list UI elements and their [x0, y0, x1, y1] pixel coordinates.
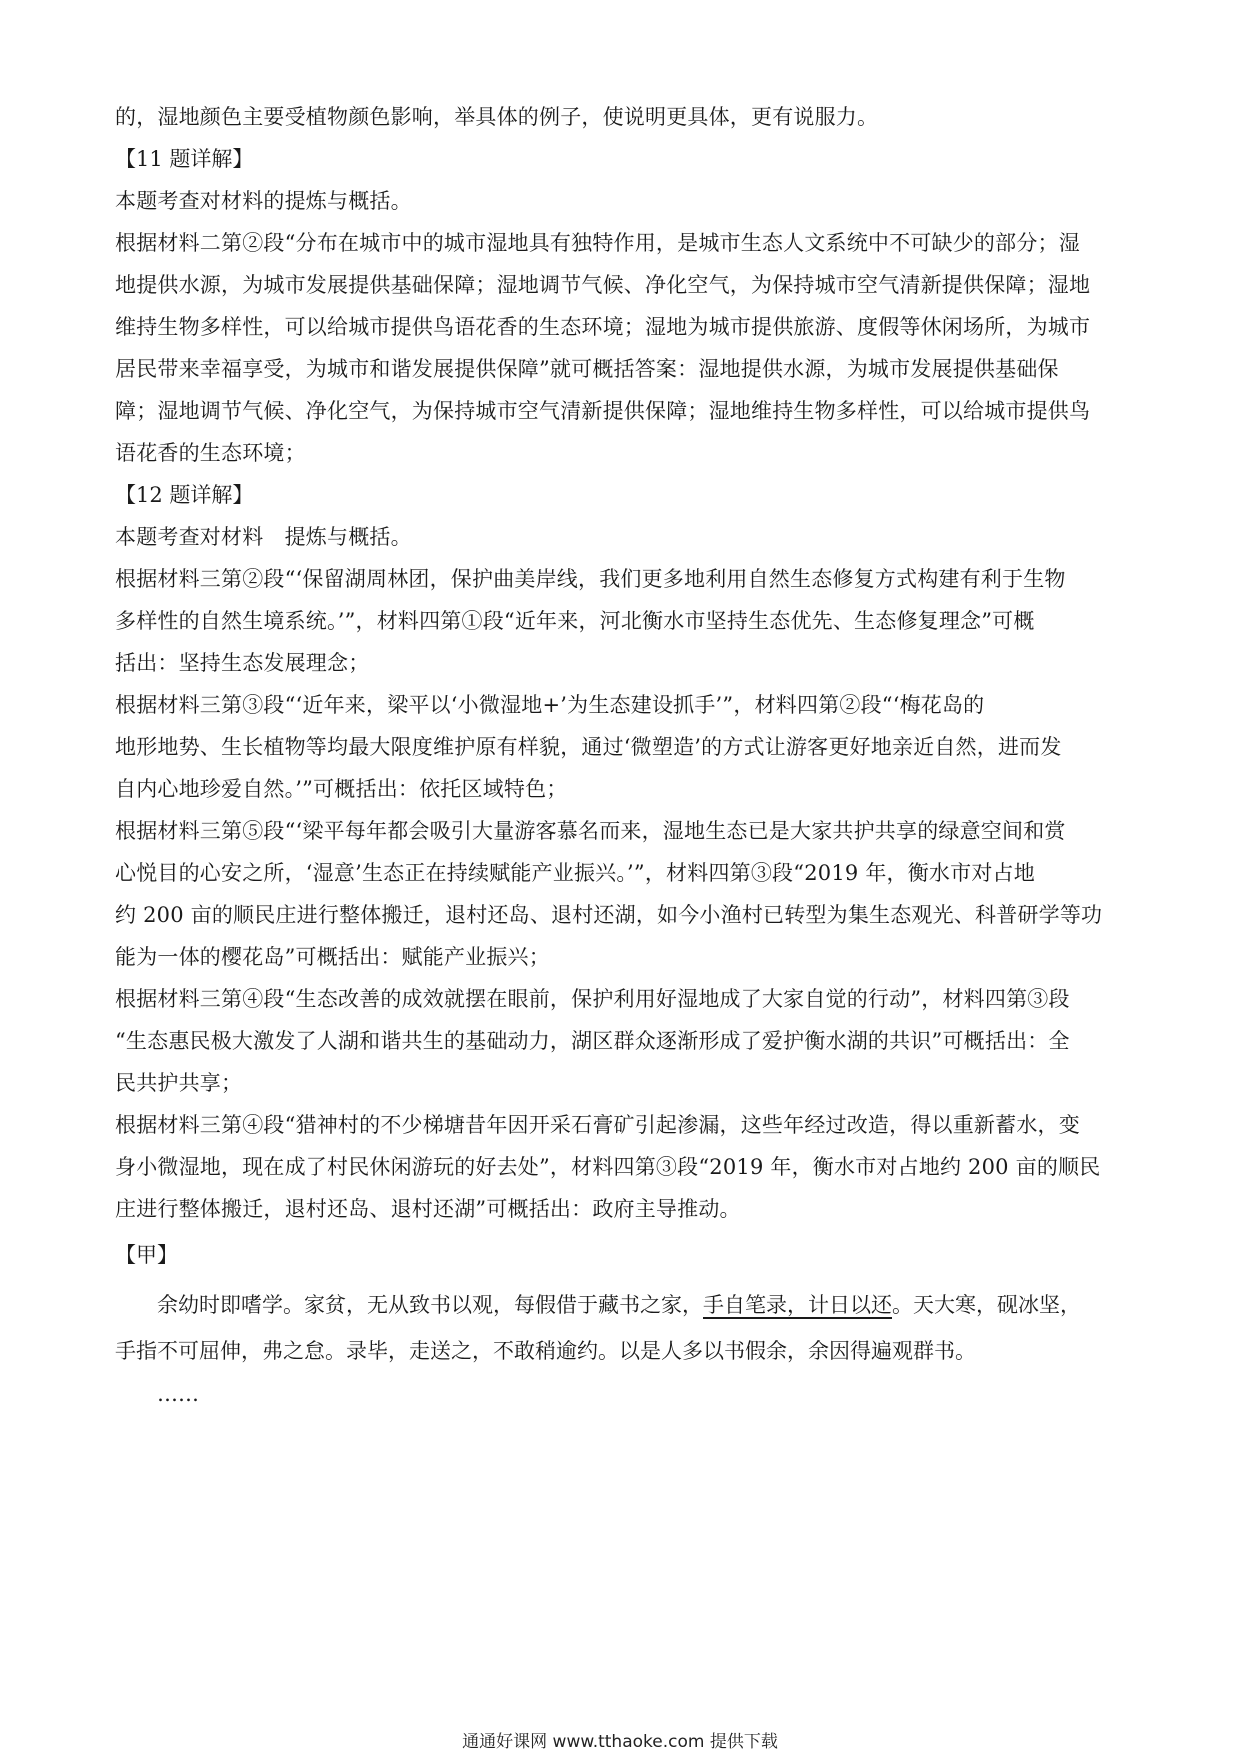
classical-text-line: 手指不可屈伸，弗之怠。录毕，走送之，不敢稍逾约。以是人多以书假余，余因得遍观群书。 — [115, 1339, 976, 1363]
text-line: 心悦目的心安之所，‘湿意’生态正在持续赋能产业振兴。’”，材料四第③段“2019 年，衡水市对占地 — [115, 861, 1035, 885]
text-line: 维持生物多样性，可以给城市提供鸟语花香的生态环境；湿地为城市提供旅游、度假等休闲场所，为城市 — [115, 315, 1091, 339]
text-line: 根据材料二第②段“分布在城市中的城市湿地具有独特作用，是城市生态人文系统中不可缺少的部分；湿 — [115, 231, 1080, 255]
text-line: 居民带来幸福享受，为城市和谐发展提供保障”就可概括答案：湿地提供水源，为城市发展提供基础保 — [115, 357, 1059, 381]
text-line: 语花香的生态环境； — [115, 441, 306, 465]
text-line: 民共护共享； — [115, 1071, 243, 1095]
text-line: 身小微湿地，现在成了村民休闲游玩的好去处”，材料四第③段“2019 年，衡水市对占地约 200 亩的顺民 — [115, 1155, 1101, 1179]
text-line: 地提供水源，为城市发展提供基础保障；湿地调节气候、净化空气，为保持城市空气清新提供保障；湿地 — [115, 273, 1091, 297]
text-line: 约 200 亩的顺民庄进行整体搬迁，退村还岛、退村还湖，如今小渔村已转型为集生态观光、科普研学等功 — [115, 903, 1103, 927]
section-heading-11: 【11 题详解】 — [115, 147, 254, 171]
section-heading-jia: 【甲】 — [115, 1243, 178, 1267]
document-body — [115, 96, 1130, 1414]
text-line: 障；湿地调节气候、净化空气，为保持城市空气清新提供保障；湿地维持生物多样性，可以给城市提供鸟 — [115, 399, 1091, 423]
text-line: 多样性的自然生境系统。’”，材料四第①段“近年来，河北衡水市坚持生态优先、生态修复理念”可概 — [115, 609, 1035, 633]
text-line: 庄进行整体搬迁，退村还岛、退村还湖”可概括出：政府主导推动。 — [115, 1197, 741, 1221]
text-line: 根据材料三第④段“猎神村的不少梯塘昔年因开采石膏矿引起渗漏，这些年经过改造，得以重新蓄水，变 — [115, 1113, 1080, 1137]
page-footer: 通通好课网 www.tthaoke.com 提供下载 — [462, 1732, 778, 1752]
classical-text-line — [115, 1282, 1130, 1328]
text-line: “生态惠民极大激发了人湖和谐共生的基础动力，湖区群众逐渐形成了爱护衡水湖的共识”可概括出：全 — [115, 1029, 1070, 1053]
classical-text-segment: 余幼时即嗜学。家贫，无从致书以观，每假借于藏书之家， — [157, 1293, 703, 1317]
text-line: 的，湿地颜色主要受植物颜色影响，举具体的例子，使说明更具体，更有说服力。 — [115, 105, 879, 129]
text-line: 括出：坚持生态发展理念； — [115, 651, 370, 675]
classical-text-segment: 。天大寒，砚冰坚， — [892, 1293, 1081, 1317]
text-line: 自内心地珍爱自然。’”可概括出：依托区域特色； — [115, 777, 568, 801]
text-line: 能为一体的樱花岛”可概括出：赋能产业振兴； — [115, 945, 550, 969]
text-line: 根据材料三第⑤段“‘梁平每年都会吸引大量游客慕名而来，湿地生态已是大家共护共享的绿意空间和赏 — [115, 819, 1066, 843]
ellipsis: …… — [157, 1382, 199, 1406]
text-line: 根据材料三第②段“‘保留湖周林团，保护曲美岸线，我们更多地利用自然生态修复方式构建有利于生物 — [115, 567, 1066, 591]
text-line: 本题考查对材料 提炼与概括。 — [115, 525, 412, 549]
text-line: 根据材料三第③段“‘近年来，梁平以‘小微湿地+’为生态建设抓手’”，材料四第②段“‘梅花岛的 — [115, 693, 985, 717]
section-heading-12: 【12 题详解】 — [115, 483, 254, 507]
text-line: 本题考查对材料的提炼与概括。 — [115, 189, 412, 213]
text-line: 根据材料三第④段“生态改善的成效就摆在眼前，保护利用好湿地成了大家自觉的行动”，材料四第③段 — [115, 987, 1070, 1011]
underlined-phrase: 手自笔录，计日以还 — [703, 1293, 892, 1317]
text-line: 地形地势、生长植物等均最大限度维护原有样貌，通过‘微塑造’的方式让游客更好地亲近自然，进而发 — [115, 735, 1062, 759]
